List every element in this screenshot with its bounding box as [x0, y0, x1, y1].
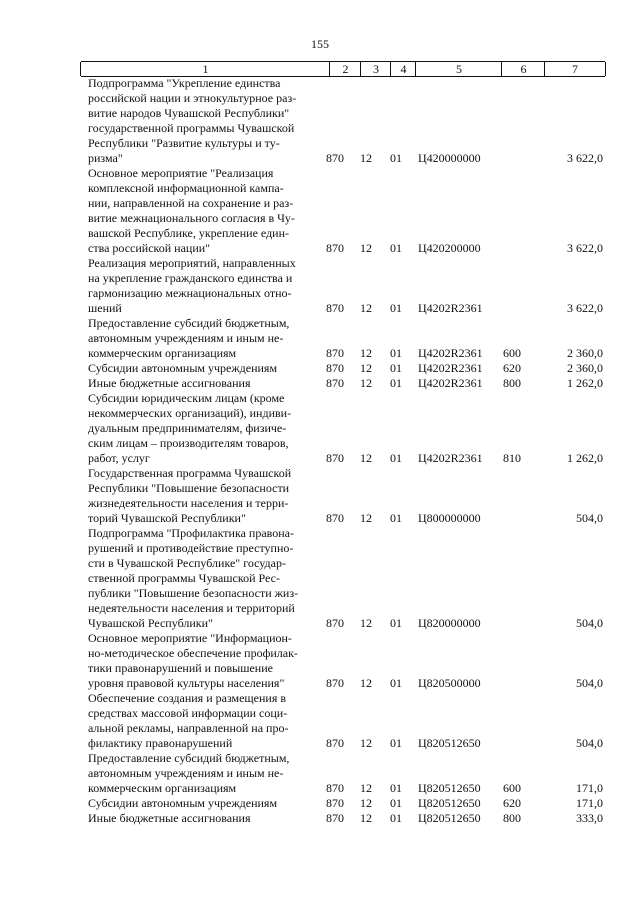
col-ministry-code: 870 — [326, 511, 344, 525]
header-cell-2: 2 — [329, 62, 361, 76]
col-subsection: 01 — [390, 811, 402, 825]
table-header — [81, 61, 605, 77]
description-line: рушений и противодействие преступно- — [88, 541, 294, 555]
col-section: 12 — [360, 151, 372, 165]
table-row — [0, 526, 640, 631]
col-subsection: 01 — [390, 736, 402, 750]
col-section: 12 — [360, 451, 372, 465]
col-ministry-code: 870 — [326, 781, 344, 795]
description-line: Предоставление субсидий бюджетным, — [88, 751, 290, 765]
description-line: Субсидии юридическим лицам (кроме — [88, 391, 285, 405]
col-target-article: Ц820512650 — [418, 811, 481, 825]
col-ministry-code: 870 — [326, 241, 344, 255]
table-row — [0, 466, 640, 526]
table-row — [0, 361, 640, 376]
description-line: сти в Чувашской Республике" государ- — [88, 556, 286, 570]
col-subsection: 01 — [390, 616, 402, 630]
description-line: некоммерческих организаций), индиви- — [88, 406, 292, 420]
description-line: ства российской нации" — [88, 241, 211, 255]
row-description — [88, 796, 310, 811]
description-line: торий Чувашской Республики" — [88, 511, 246, 525]
description-line: коммерческим организациям — [88, 781, 237, 795]
table-row — [0, 316, 640, 361]
col-subsection: 01 — [390, 451, 402, 465]
description-line: альной рекламы, направленной на про- — [88, 721, 289, 735]
col-section: 12 — [360, 736, 372, 750]
description-line: Субсидии автономным учреждениям — [88, 361, 278, 375]
col-section: 12 — [360, 616, 372, 630]
description-line: Основное мероприятие "Информацион- — [88, 631, 292, 645]
description-line: витие народов Чувашской Республики" — [88, 106, 290, 120]
description-line: Основное мероприятие "Реализация — [88, 166, 274, 180]
row-description — [88, 391, 310, 466]
description-line: гармонизацию межнациональных отно- — [88, 286, 292, 300]
col-ministry-code: 870 — [326, 361, 344, 375]
description-line: работ, услуг — [88, 451, 150, 465]
table-body — [0, 76, 640, 826]
col-expense-type: 810 — [503, 451, 521, 465]
col-section: 12 — [360, 811, 372, 825]
col-subsection: 01 — [390, 511, 402, 525]
col-ministry-code: 870 — [326, 376, 344, 390]
col-amount: 2 360,0 — [567, 361, 603, 375]
description-line: Чувашской Республики" — [88, 616, 213, 630]
col-subsection: 01 — [390, 241, 402, 255]
description-line: ским лицам – производителям товаров, — [88, 436, 289, 450]
description-line: российской нации и этнокультурное раз- — [88, 91, 297, 105]
col-amount: 504,0 — [576, 676, 603, 690]
col-section: 12 — [360, 241, 372, 255]
col-section: 12 — [360, 346, 372, 360]
table-row — [0, 76, 640, 166]
col-ministry-code: 870 — [326, 811, 344, 825]
col-target-article: Ц820000000 — [418, 616, 481, 630]
col-expense-type: 600 — [503, 346, 521, 360]
col-subsection: 01 — [390, 151, 402, 165]
description-line: жизнедеятельности населения и терри- — [88, 496, 289, 510]
description-line: уровня правовой культуры населения" — [88, 676, 285, 690]
col-ministry-code: 870 — [326, 301, 344, 315]
description-line: Обеспечение создания и размещения в — [88, 691, 287, 705]
description-line: тики правонарушений и повышение — [88, 661, 273, 675]
col-ministry-code: 870 — [326, 796, 344, 810]
col-subsection: 01 — [390, 676, 402, 690]
description-line: публики "Повышение безопасности жиз- — [88, 586, 299, 600]
header-cell-4: 4 — [390, 62, 416, 76]
description-line: Иные бюджетные ассигнования — [88, 376, 251, 390]
description-line: Республики "Повышение безопасности — [88, 481, 290, 495]
description-line: Подпрограмма "Профилактика правона- — [88, 526, 294, 540]
description-line: средствах массовой информации соци- — [88, 706, 288, 720]
description-line: Подпрограмма "Укрепление единства — [88, 76, 281, 90]
col-amount: 504,0 — [576, 736, 603, 750]
col-section: 12 — [360, 301, 372, 315]
col-target-article: Ц820512650 — [418, 796, 481, 810]
col-section: 12 — [360, 361, 372, 375]
col-ministry-code: 870 — [326, 616, 344, 630]
description-line: филактику правонарушений — [88, 736, 233, 750]
col-section: 12 — [360, 376, 372, 390]
row-description — [88, 256, 310, 316]
col-ministry-code: 870 — [326, 451, 344, 465]
row-description — [88, 166, 310, 256]
col-target-article: Ц820500000 — [418, 676, 481, 690]
description-line: на укрепление гражданского единства и — [88, 271, 293, 285]
col-subsection: 01 — [390, 301, 402, 315]
col-amount: 3 622,0 — [567, 301, 603, 315]
header-cell-5: 5 — [415, 62, 502, 76]
col-subsection: 01 — [390, 796, 402, 810]
col-section: 12 — [360, 781, 372, 795]
col-subsection: 01 — [390, 346, 402, 360]
description-line: Реализация мероприятий, направленных — [88, 256, 296, 270]
col-subsection: 01 — [390, 361, 402, 375]
table-row — [0, 751, 640, 796]
row-description — [88, 466, 310, 526]
row-description — [88, 526, 310, 631]
col-target-article: Ц4202R2361 — [418, 361, 483, 375]
description-line: дуальным предпринимателям, физиче- — [88, 421, 287, 435]
row-description — [88, 76, 310, 166]
description-line: витие межнационального согласия в Чу- — [88, 211, 295, 225]
description-line: комплексной информационной кампа- — [88, 181, 284, 195]
col-section: 12 — [360, 796, 372, 810]
description-line: вашской Республике, укрепление един- — [88, 226, 290, 240]
description-line: Предоставление субсидий бюджетным, — [88, 316, 290, 330]
table-row — [0, 166, 640, 256]
header-cell-1: 1 — [80, 62, 330, 76]
description-line: автономным учреждениям и иным не- — [88, 331, 284, 345]
col-ministry-code: 870 — [326, 346, 344, 360]
table-row — [0, 811, 640, 826]
description-line: ственной программы Чувашской Рес- — [88, 571, 280, 585]
col-section: 12 — [360, 511, 372, 525]
row-description — [88, 811, 310, 826]
description-line: шений — [88, 301, 122, 315]
col-subsection: 01 — [390, 781, 402, 795]
col-target-article: Ц820512650 — [418, 736, 481, 750]
col-target-article: Ц4202R2361 — [418, 346, 483, 360]
table-row — [0, 376, 640, 391]
col-target-article: Ц4202R2361 — [418, 451, 483, 465]
description-line: Государственная программа Чувашской — [88, 466, 292, 480]
col-target-article: Ц420000000 — [418, 151, 481, 165]
row-description — [88, 631, 310, 691]
table-row — [0, 256, 640, 316]
col-amount: 504,0 — [576, 616, 603, 630]
description-line: Иные бюджетные ассигнования — [88, 811, 251, 825]
row-description — [88, 376, 310, 391]
table-row — [0, 631, 640, 691]
col-expense-type: 800 — [503, 376, 521, 390]
col-target-article: Ц820512650 — [418, 781, 481, 795]
col-ministry-code: 870 — [326, 151, 344, 165]
col-ministry-code: 870 — [326, 736, 344, 750]
description-line: недеятельности населения и территорий — [88, 601, 295, 615]
table-row — [0, 796, 640, 811]
col-target-article: Ц4202R2361 — [418, 301, 483, 315]
row-description — [88, 691, 310, 751]
col-expense-type: 620 — [503, 796, 521, 810]
col-target-article: Ц4202R2361 — [418, 376, 483, 390]
col-subsection: 01 — [390, 376, 402, 390]
col-section: 12 — [360, 676, 372, 690]
col-amount: 171,0 — [576, 796, 603, 810]
col-expense-type: 800 — [503, 811, 521, 825]
page-number: 155 — [311, 37, 329, 51]
col-ministry-code: 870 — [326, 676, 344, 690]
description-line: ризма" — [88, 151, 123, 165]
table-row — [0, 391, 640, 466]
col-amount: 2 360,0 — [567, 346, 603, 360]
col-amount: 3 622,0 — [567, 241, 603, 255]
header-cell-6: 6 — [501, 62, 545, 76]
description-line: нии, направленной на сохранение и раз- — [88, 196, 294, 210]
description-line: государственной программы Чувашской — [88, 121, 295, 135]
col-amount: 171,0 — [576, 781, 603, 795]
col-target-article: Ц800000000 — [418, 511, 481, 525]
row-description — [88, 361, 310, 376]
description-line: автономным учреждениям и иным не- — [88, 766, 284, 780]
col-target-article: Ц420200000 — [418, 241, 481, 255]
description-line: Субсидии автономным учреждениям — [88, 796, 278, 810]
col-expense-type: 620 — [503, 361, 521, 375]
header-cell-3: 3 — [360, 62, 391, 76]
header-cell-7: 7 — [544, 62, 606, 76]
col-amount: 1 262,0 — [567, 451, 603, 465]
col-amount: 3 622,0 — [567, 151, 603, 165]
description-line: Республики "Развитие культуры и ту- — [88, 136, 280, 150]
description-line: но-методическое обеспечение профилак- — [88, 646, 298, 660]
col-amount: 504,0 — [576, 511, 603, 525]
description-line: коммерческим организациям — [88, 346, 237, 360]
table-row — [0, 691, 640, 751]
row-description — [88, 316, 310, 361]
col-amount: 333,0 — [576, 811, 603, 825]
col-amount: 1 262,0 — [567, 376, 603, 390]
row-description — [88, 751, 310, 796]
col-expense-type: 600 — [503, 781, 521, 795]
